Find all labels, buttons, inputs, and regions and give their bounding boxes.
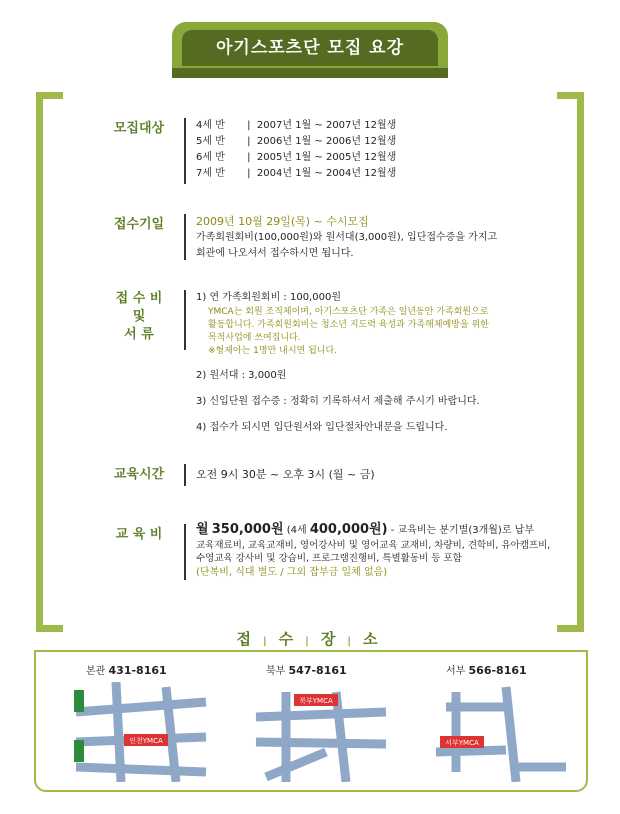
hours-text: 오전 9시 30분 ~ 오후 3시 (월 ~ 금) <box>196 468 375 481</box>
target-row: 6세 반 | 2005년 1월 ~ 2005년 12월생 <box>196 152 397 163</box>
fees-note3: 목적사업에 쓰여집니다. <box>208 333 301 343</box>
label-fees <box>100 290 178 344</box>
branch-phone: 566-8161 <box>468 664 527 677</box>
section-fees <box>100 290 540 440</box>
marker-west-label: 서부YMCA <box>445 739 479 747</box>
map-north <box>246 682 396 782</box>
branch-main <box>86 662 167 677</box>
map-main <box>66 682 216 782</box>
section-tuition <box>100 522 551 590</box>
fees-body <box>196 290 489 436</box>
label-fees-2: 및 <box>132 309 146 324</box>
loc-char: 수 <box>278 630 300 648</box>
divider <box>184 464 186 486</box>
loc-char: 접 <box>236 630 258 648</box>
tuition-amount-4-value: 400,000원) <box>309 522 388 537</box>
title-tab <box>172 22 448 72</box>
target-row: 7세 반 | 2004년 1월 ~ 2004년 12월생 <box>196 168 397 179</box>
tuition-suffix: - 교육비는 분기별(3개월)로 납부 <box>390 525 534 536</box>
tuition-amount-value: 350,000원 <box>211 522 284 537</box>
branch-north <box>266 662 347 677</box>
tuition-line3: 수영교육 강사비 및 강습비, 프로그램진행비, 특별활동비 등 포함 <box>196 553 462 564</box>
map-panel <box>34 650 588 792</box>
marker-main-label: 인천YMCA <box>129 737 163 745</box>
fees-item4: 4) 접수가 되시면 입단원서와 입단절차안내문을 드립니다. <box>196 422 448 433</box>
left-bracket <box>36 92 63 632</box>
divider <box>184 118 186 184</box>
divider <box>184 214 186 260</box>
fees-item3: 3) 신입단원 접수증 : 정확히 기록하셔서 제출해 주시기 바랍니다. <box>196 396 480 407</box>
tuition-prefix: 월 <box>196 522 209 537</box>
branch-name: 본관 <box>86 666 106 677</box>
fees-note2: 활동합니다. 가족회원회비는 청소년 지도력 육성과 가족해체예방을 위한 <box>208 320 489 330</box>
period-date: 2009년 10월 29일(목) ~ 수시모집 <box>196 215 369 228</box>
marker-north-label: 북부YMCA <box>299 697 333 705</box>
target-rows <box>196 118 396 182</box>
branch-west <box>446 662 527 677</box>
branch-phone: 431-8161 <box>108 664 167 677</box>
fees-item2: 2) 원서대 : 3,000원 <box>196 370 287 381</box>
target-row: 5세 반 | 2006년 1월 ~ 2006년 12월생 <box>196 136 397 147</box>
label-target: 모집대상 <box>113 121 165 136</box>
fees-note1: YMCA는 회원 조직체이며, 아기스포츠단 가족은 일년동안 가족회원으로 <box>208 307 489 317</box>
label-fees-3: 서 류 <box>124 327 154 342</box>
branch-name: 북부 <box>266 666 286 677</box>
tuition-amount <box>196 522 550 539</box>
branch-phone: 547-8161 <box>288 664 347 677</box>
section-target <box>100 118 540 188</box>
label-hours: 교육시간 <box>113 467 165 482</box>
title-bar <box>172 68 448 78</box>
tuition-amount-4: (4세 <box>286 525 307 536</box>
period-line1: 가족회원회비(100,000원)와 원서대(3,000원), 입단접수증을 가지고 <box>196 232 498 243</box>
divider <box>184 290 186 350</box>
loc-char: 소 <box>362 630 384 648</box>
loc-char: 장 <box>320 630 342 648</box>
target-row: 4세 반 | 2007년 1월 ~ 2007년 12월생 <box>196 120 397 131</box>
right-bracket <box>557 92 584 632</box>
section-period <box>100 214 540 264</box>
label-fees-1: 접 수 비 <box>115 291 163 306</box>
fees-item1: 1) 연 가족회원회비 : 100,000원 <box>196 292 341 303</box>
map-west <box>426 682 576 782</box>
page-title: 아기스포츠단 모집 요강 <box>182 30 438 66</box>
tuition-line4: (단복비, 식대 별도 / 그외 잡부금 일체 없음) <box>196 567 388 578</box>
section-hours <box>100 464 540 488</box>
period-body <box>196 214 497 262</box>
period-line2: 회관에 나오셔서 접수하시면 됩니다. <box>196 248 354 259</box>
locations-title: 접 | 수 | 장 | 소 <box>236 630 384 648</box>
label-tuition: 교 육 비 <box>115 527 163 542</box>
label-period: 접수기일 <box>113 217 165 232</box>
branch-name: 서부 <box>446 666 466 677</box>
tuition-body <box>196 522 550 581</box>
divider <box>184 524 186 580</box>
fees-note4: ※형제아는 1명만 내시면 됩니다. <box>208 346 338 356</box>
tuition-line2: 교육재료비, 교육교재비, 영어강사비 및 영어교육 교재비, 차량비, 견학비, 유아캠프비, <box>196 540 551 551</box>
